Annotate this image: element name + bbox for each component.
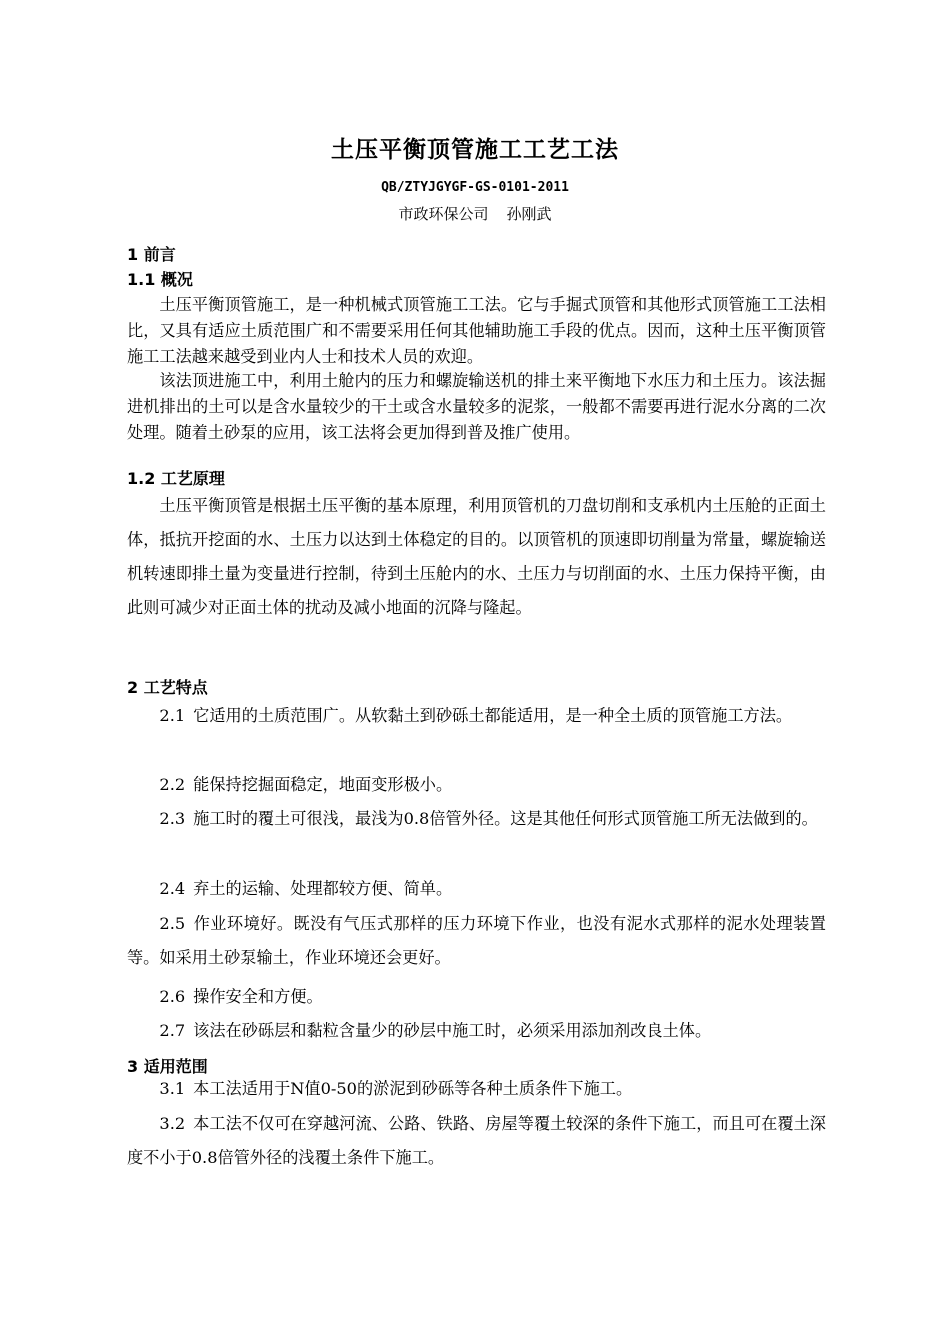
item-number: 3.1 <box>159 1079 186 1098</box>
item-text: 该法在砂砾层和黏粒含量少的砂层中施工时，必须采用添加剂改良土体。 <box>193 1021 712 1040</box>
author-org: 市政环保公司 <box>398 205 489 223</box>
list-item-2-6 <box>127 980 826 1014</box>
item-number: 2.7 <box>159 1021 186 1040</box>
section-heading-2: 2 工艺特点 <box>127 678 208 697</box>
paragraph-1-1-a: 土压平衡顶管施工，是一种机械式顶管施工工法。它与手掘式顶管和其他形式顶管施工工法相比，又具有适应土质范围广和不需要采用任何其他辅助施工手段的优点。因而，这种土压平衡顶管施工工法越来越受到业内人士和技术人员的欢迎。 <box>127 295 826 366</box>
paragraph-1-1-b: 该法顶进施工中，利用土舱内的压力和螺旋输送机的排土来平衡地下水压力和土压力。该法掘进机排出的土可以是含水量较少的干土或含水量较多的泥浆，一般都不需要再进行泥水分离的二次处理。随着土砂泵的应用，该工法将会更加得到普及推广使用。 <box>127 371 826 442</box>
list-item-2-3 <box>127 802 826 836</box>
list-item-3-1 <box>127 1072 826 1106</box>
item-text: 能保持挖掘面稳定，地面变形极小。 <box>193 775 453 794</box>
paragraph-1-2: 土压平衡顶管是根据土压平衡的基本原理，利用顶管机的刀盘切削和支承机内土压舱的正面土体，抵抗开挖面的水、土压力以达到土体稳定的目的。以顶管机的顶速即切削量为常量，螺旋输送机转速即排土量为变量进行控制，待到土压舱内的水、土压力与切削面的水、土压力保持平衡，由此则可减少对正面土体的扰动及减小地面的沉降与隆起。 <box>127 496 826 617</box>
author-name: 孙刚武 <box>506 205 552 223</box>
item-number: 2.1 <box>159 706 186 725</box>
item-number: 2.3 <box>159 809 186 828</box>
subsection-heading-1-2: 1.2 工艺原理 <box>127 469 225 488</box>
list-item-3-2 <box>127 1107 826 1175</box>
list-item-2-2 <box>127 768 826 802</box>
item-number: 2.5 <box>159 914 186 933</box>
item-number: 2.4 <box>159 879 186 898</box>
section-heading-1: 1 前言 <box>127 245 176 264</box>
item-number: 2.6 <box>159 987 186 1006</box>
list-item-2-1 <box>127 699 826 733</box>
list-item-2-4 <box>127 872 826 906</box>
section-heading-3: 3 适用范围 <box>127 1057 208 1076</box>
list-item-2-7 <box>127 1014 826 1048</box>
item-text: 本工法适用于N值0-50的淤泥到砂砾等各种土质条件下施工。 <box>193 1079 633 1098</box>
item-text: 它适用的土质范围广。从软黏土到砂砾土都能适用，是一种全土质的顶管施工方法。 <box>193 706 793 725</box>
item-text: 作业环境好。既没有气压式那样的压力环境下作业，也没有泥水式那样的泥水处理装置等。如采用土砂泵输土，作业环境还会更好。 <box>127 914 826 967</box>
item-text: 操作安全和方便。 <box>193 987 323 1006</box>
document-code: QB/ZTYJGYGF-GS-0101-2011 <box>381 180 569 195</box>
item-number: 3.2 <box>159 1114 186 1133</box>
item-text: 施工时的覆土可很浅，最浅为0.8倍管外径。这是其他任何形式顶管施工所无法做到的。 <box>193 809 818 828</box>
document-title: 土压平衡顶管施工工艺工法 <box>331 137 619 163</box>
item-text: 本工法不仅可在穿越河流、公路、铁路、房屋等覆土较深的条件下施工，而且可在覆土深度不小于0.8倍管外径的浅覆土条件下施工。 <box>127 1114 826 1167</box>
item-number: 2.2 <box>159 775 186 794</box>
list-item-2-5 <box>127 907 826 975</box>
author-line <box>0 203 950 225</box>
subsection-heading-1-1: 1.1 概况 <box>127 270 193 289</box>
item-text: 弃土的运输、处理都较方便、简单。 <box>193 879 453 898</box>
